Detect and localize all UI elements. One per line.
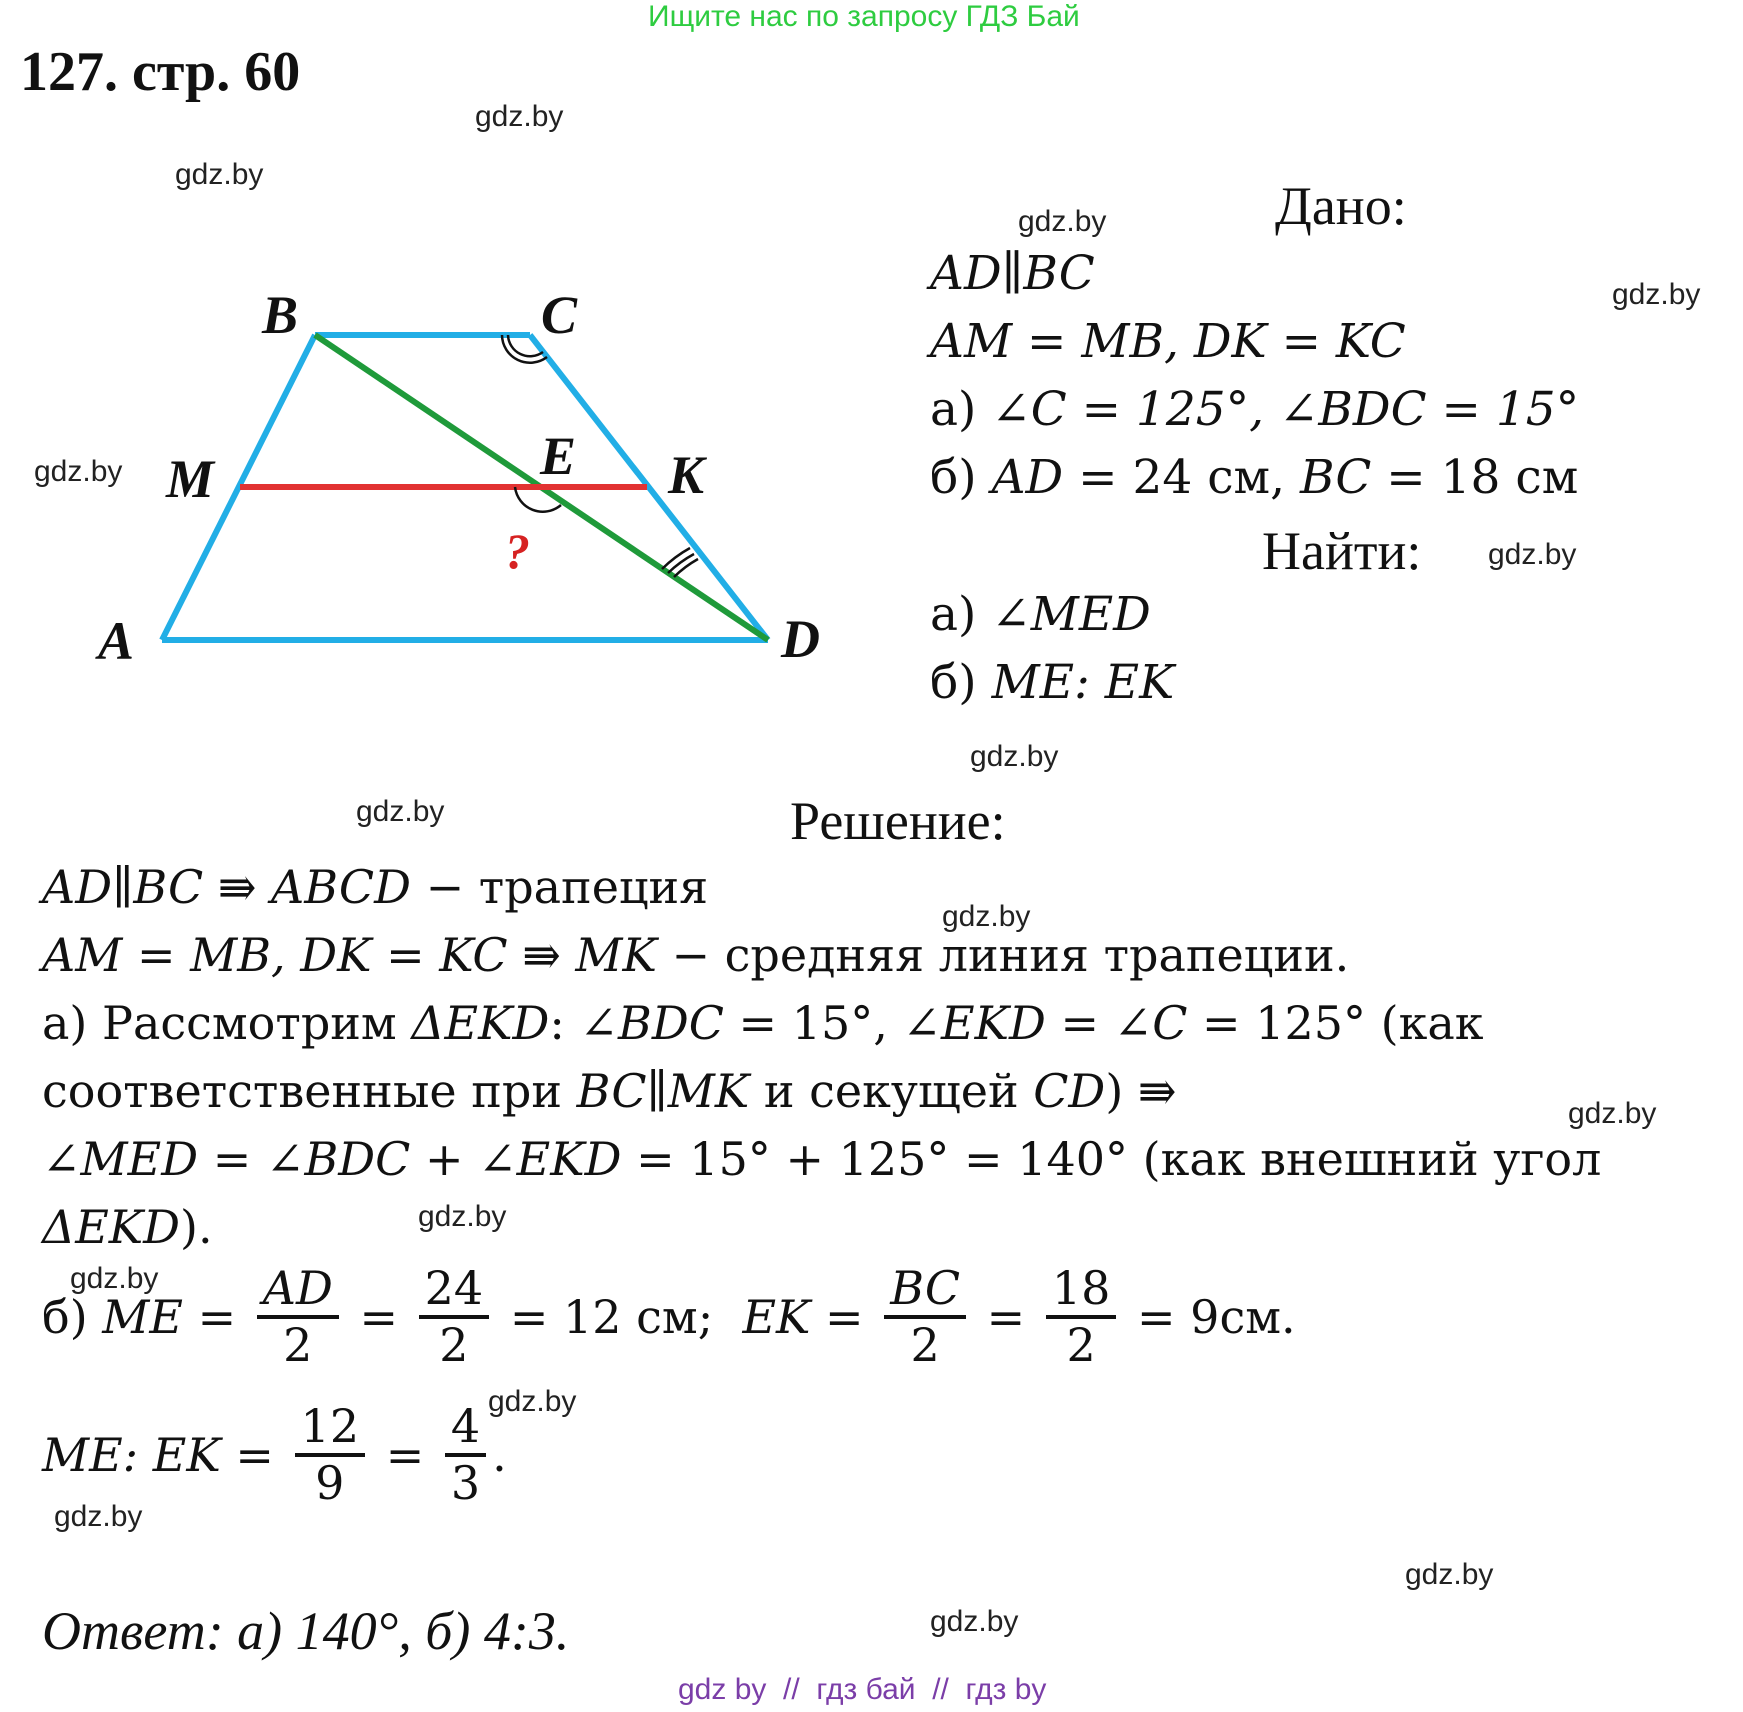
s3-t2: :	[549, 996, 580, 1050]
given-line-3	[930, 382, 1579, 437]
watermark: gdz.by	[356, 795, 445, 828]
solution-line-5	[42, 1132, 1601, 1186]
promo-text: Ищите нас по запросу ГДЗ Бай	[648, 0, 1080, 33]
frac-den: 3	[450, 1455, 481, 1510]
fraction-12-9	[295, 1400, 366, 1510]
fraction-18-2	[1046, 1262, 1117, 1372]
given-line-1	[930, 246, 1095, 301]
given-bc: BC	[1299, 450, 1372, 505]
watermark: gdz.by	[54, 1500, 143, 1533]
given-ad-value: = 24 см,	[1063, 450, 1300, 505]
s8-eq-1: =	[220, 1427, 289, 1482]
s8-eq-2: =	[371, 1427, 439, 1482]
given-line-2	[930, 314, 1406, 369]
frac-num: BC	[884, 1262, 966, 1319]
solution-line-6	[42, 1200, 213, 1254]
s5-m1: ∠MED	[42, 1132, 199, 1186]
solution-expr-2: AM = MB, DK = KC ⇛ MK	[42, 928, 657, 982]
s4-m1: BC∥MK	[576, 1064, 750, 1118]
frac-den: 2	[439, 1317, 469, 1372]
vertex-label-a: A	[98, 611, 135, 671]
find-heading: Найти:	[1262, 521, 1422, 581]
watermark: gdz.by	[1018, 205, 1107, 238]
given-ad: AD	[991, 450, 1064, 505]
fraction-4-3	[445, 1400, 486, 1510]
s3-t5: = 125° (как	[1187, 996, 1484, 1050]
solution-line-1	[42, 860, 708, 914]
find-prefix-1: а)	[930, 587, 992, 642]
given-heading: Дано:	[1275, 176, 1407, 236]
s7-prefix: б)	[42, 1289, 88, 1344]
s5-m3: ∠EKD	[478, 1132, 622, 1186]
s7-eq-1: =	[182, 1289, 251, 1344]
s5-m2: ∠BDC	[265, 1132, 411, 1186]
fraction-24-2	[419, 1262, 490, 1372]
s3-m4: ∠C	[1113, 996, 1188, 1050]
given-line-4	[930, 450, 1578, 505]
point-label-e: E	[540, 426, 577, 486]
watermark: gdz.by	[970, 740, 1059, 773]
question-mark: ?	[505, 523, 530, 579]
watermark: gdz.by	[1405, 1558, 1494, 1591]
s4-t2: и секущей	[749, 1064, 1034, 1118]
watermark: gdz.by	[488, 1385, 577, 1418]
watermark: gdz.by	[942, 900, 1031, 933]
watermark: gdz.by	[1568, 1097, 1657, 1130]
s7-result-1: = 12 см;	[495, 1289, 714, 1344]
frac-num: AD	[257, 1262, 339, 1319]
watermark: gdz.by	[175, 158, 264, 191]
watermark: gdz.by	[34, 455, 123, 488]
solution-line-7	[42, 1262, 1296, 1372]
fraction-bc-2	[884, 1262, 966, 1372]
s8-lhs: ME: EK	[42, 1427, 221, 1482]
solution-heading: Решение:	[790, 791, 1006, 851]
find-prefix-2: б)	[930, 655, 992, 710]
frac-den: 2	[1066, 1317, 1096, 1372]
s4-t1: соответственные при	[42, 1064, 577, 1118]
s7-eq-4: =	[972, 1289, 1040, 1344]
point-label-k: K	[668, 445, 705, 505]
solution-line-8	[42, 1400, 507, 1510]
answer-text: Ответ: а) 140°, б) 4:3.	[42, 1601, 570, 1661]
s7-ek: EK	[742, 1289, 811, 1344]
s5-t3: = 15° + 125° = 140° (как внешний угол	[621, 1132, 1602, 1186]
s3-m2: ∠BDC	[579, 996, 724, 1050]
frac-den: 9	[315, 1455, 345, 1510]
s5-t2: +	[410, 1132, 479, 1186]
frac-num: 24	[419, 1262, 490, 1319]
frac-num: 18	[1046, 1262, 1117, 1319]
vertex-label-c: C	[541, 285, 578, 345]
find-expr-2: ME: EK	[991, 655, 1175, 710]
footer-links: gdz by // гдз бай // гдз by	[678, 1673, 1047, 1706]
find-line-2	[930, 655, 1174, 710]
s5-t1: =	[198, 1132, 266, 1186]
watermark: gdz.by	[1488, 538, 1577, 571]
trapezoid-figure	[90, 285, 850, 685]
page-title: 127. стр. 60	[20, 41, 301, 103]
frac-num: 4	[445, 1400, 486, 1457]
given-bc-value: = 18 см	[1371, 450, 1579, 505]
given-prefix-3: а)	[930, 382, 992, 437]
s3-m1: ΔEKD	[411, 996, 550, 1050]
fraction-ad-2	[257, 1262, 339, 1372]
s7-result-2: = 9см.	[1122, 1289, 1296, 1344]
watermark: gdz.by	[930, 1605, 1019, 1638]
s7-eq-3: =	[810, 1289, 879, 1344]
given-prefix-4: б)	[930, 450, 992, 505]
solution-text-2: − средняя линия трапеции.	[656, 928, 1350, 982]
point-label-m: M	[166, 449, 215, 509]
given-expr-1: AD∥BC	[930, 246, 1095, 301]
frac-num: 12	[295, 1400, 366, 1457]
s4-t3: ) ⇛	[1105, 1064, 1177, 1118]
s6-m1: ΔEKD	[42, 1200, 181, 1254]
s3-m3: ∠EKD	[902, 996, 1046, 1050]
watermark: gdz.by	[475, 100, 564, 133]
find-expr-1: ∠MED	[991, 587, 1151, 642]
solution-line-3	[42, 996, 1484, 1050]
vertex-label-d: D	[781, 609, 820, 669]
solution-line-2	[42, 928, 1349, 982]
s3-t4: =	[1045, 996, 1114, 1050]
s7-me: ME	[102, 1289, 183, 1344]
watermark: gdz.by	[70, 1262, 159, 1295]
s4-m2: CD	[1033, 1064, 1106, 1118]
s3-t3: = 15°,	[723, 996, 903, 1050]
s6-t1: ).	[180, 1200, 213, 1254]
vertex-label-b: B	[262, 285, 299, 345]
solution-expr-1: AD∥BC ⇛ ABCD	[42, 860, 411, 914]
given-expr-2: AM = MB, DK = KC	[930, 314, 1406, 369]
solution-line-4	[42, 1064, 1176, 1118]
solution-text-1: − трапеция	[410, 860, 709, 914]
given-expr-3: ∠C = 125°, ∠BDC = 15°	[991, 382, 1580, 437]
watermark: gdz.by	[1612, 278, 1701, 311]
watermark: gdz.by	[418, 1200, 507, 1233]
frac-den: 2	[910, 1317, 940, 1372]
s8-end: .	[492, 1427, 507, 1482]
s7-eq-2: =	[344, 1289, 413, 1344]
s3-t1: а) Рассмотрим	[42, 996, 412, 1050]
frac-den: 2	[283, 1317, 313, 1372]
find-line-1	[930, 587, 1151, 642]
